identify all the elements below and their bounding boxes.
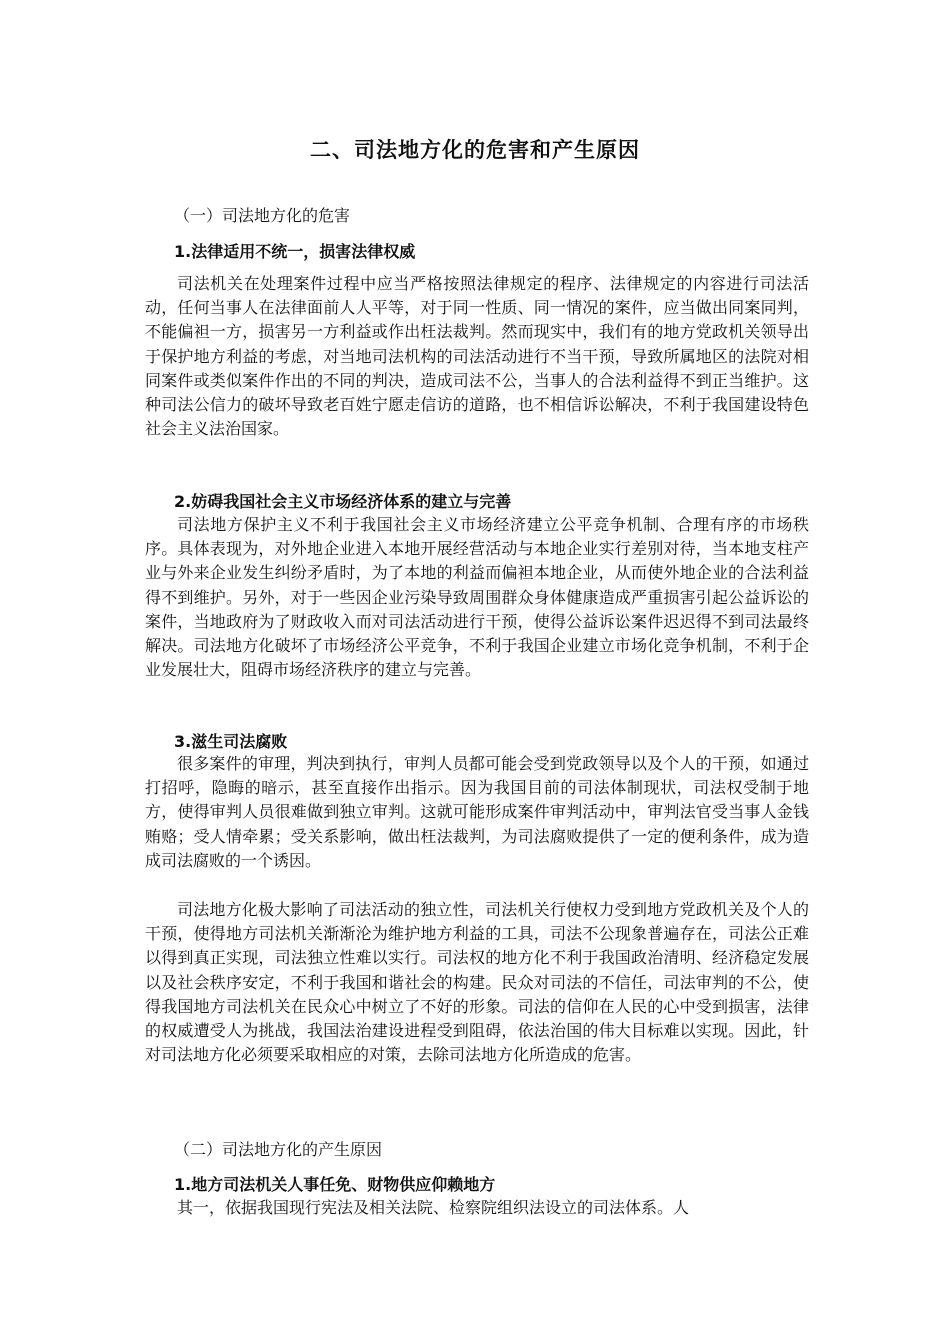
subheading-market-economy: 2.妨碍我国社会主义市场经济体系的建立与完善 [174, 492, 512, 511]
paragraph-judicial-independence: 司法地方化极大影响了司法活动的独立性，司法机关行使权力受到地方党政机关及个人的干预，使得地方司法机关渐渐沦为维护地方利益的工具，司法不公现象普遍存在，司法公正难以得到真正实现，司法独立性难以实行。司法权的地方化不利于我国政治清明、经济稳定发展以及社会秩序安定，不利于我国和谐社会的构建。民众对司法的不信任，司法审判的不公，使得我国地方司法机关在民众心中树立了不好的形象。司法的信仰在人民的心中受到损害，法律的权威遭受人为挑战，我国法治建设进程受到阻碍，依法治国的伟大目标难以实现。因此，针对司法地方化必须要采取相应的对策，去除司法地方化所造成的危害。 [145, 900, 809, 1065]
paragraph-personnel-finance: 其一，依据我国现行宪法及相关法院、检察院组织法设立的司法体系。人 [177, 1198, 690, 1217]
paragraph-market-economy: 司法地方保护主义不利于我国社会主义市场经济建立公平竞争机制、合理有序的市场秩序。具体表现为，对外地企业进入本地开展经营活动与本地企业实行差别对待，当本地支柱产业与外来企业发生纠纷矛盾时，为了本地的利益而偏袒本地企业，从而使外地企业的合法利益得不到维护。另外，对于一些因企业污染导致周围群众身体健康造成严重损害引起公益诉讼的案件，当地政府为了财政收入而对司法活动进行干预，使得公益诉讼案件迟迟得不到司法最终解决。司法地方化破坏了市场经济公平竞争，不利于我国企业建立市场化竞争机制，不利于企业发展壮大，阻碍市场经济秩序的建立与完善。 [145, 515, 809, 680]
subheading-personnel-finance: 1.地方司法机关人事任免、财物供应仰赖地方 [174, 1175, 496, 1194]
paragraph-judicial-corruption: 很多案件的审理，判决到执行，审判人员都可能会受到党政领导以及个人的干预，如通过打招呼，隐晦的暗示，甚至直接作出指示。因为我国目前的司法体制现状，司法权受制于地方，使得审判人员很难做到独立审判。这就可能形成案件审判活动中，审判法官受当事人金钱贿赂；受人情牵累；受关系影响，做出枉法裁判，为司法腐败提供了一定的便利条件，成为造成司法腐败的一个诱因。 [145, 754, 809, 870]
subheading-judicial-corruption: 3.滋生司法腐败 [174, 732, 288, 751]
paragraph-law-application: 司法机关在处理案件过程中应当严格按照法律规定的程序、法律规定的内容进行司法活动，任何当事人在法律面前人人平等，对于同一性质、同一情况的案件，应当做出同案同判，不能偏袒一方，损害另一方利益或作出枉法裁判。然而现实中，我们有的地方党政机关领导出于保护地方利益的考虑，对当地司法机构的司法活动进行不当干预，导致所属地区的法院对相同案件或类似案件作出的不同的判决，造成司法不公，当事人的合法利益得不到正当维护。这种司法公信力的破坏导致老百姓宁愿走信访的道路，也不相信诉讼解决，不利于我国建设特色社会主义法治国家。 [145, 274, 809, 439]
section-heading-harms: （一）司法地方化的危害 [174, 206, 351, 225]
subheading-law-application: 1.法律适用不统一，损害法律权威 [174, 242, 416, 261]
section-heading-causes: （二）司法地方化的产生原因 [174, 1140, 383, 1159]
page-title: 二、司法地方化的危害和产生原因 [310, 138, 640, 162]
